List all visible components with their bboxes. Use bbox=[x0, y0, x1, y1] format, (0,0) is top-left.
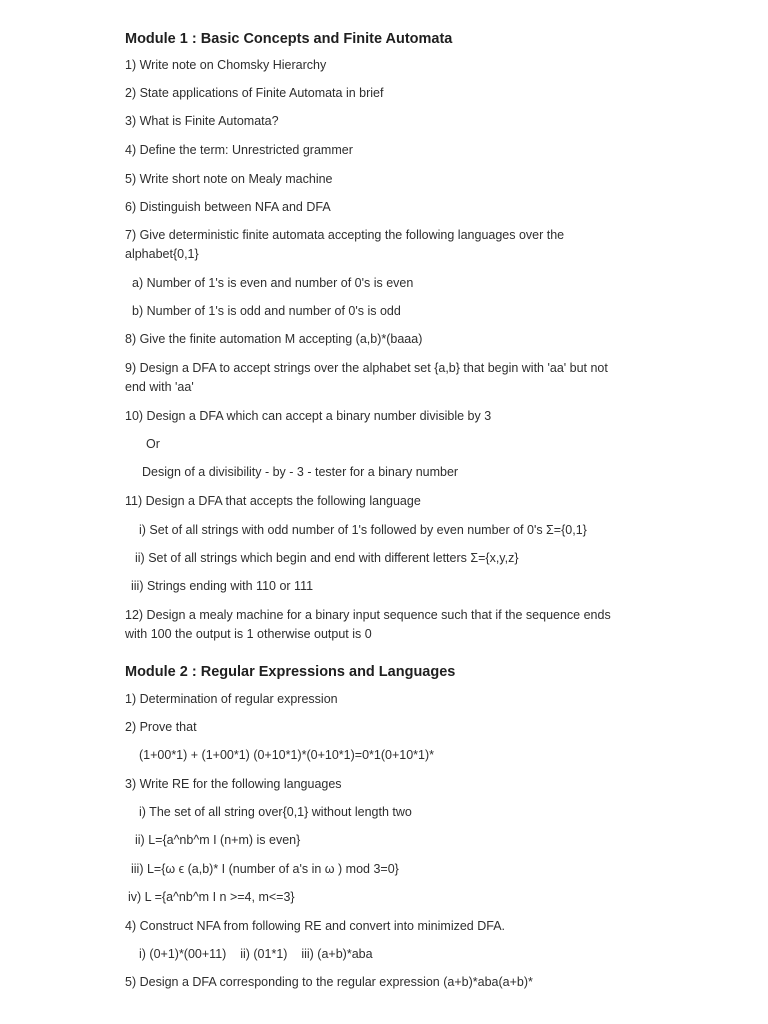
question-1-8: 8) Give the finite automation M accepting (a,b)*(baaa) bbox=[125, 332, 423, 346]
question-1-11: 11) Design a DFA that accepts the following language bbox=[125, 494, 421, 508]
question-1-7b: b) Number of 1's is odd and number of 0's is odd bbox=[132, 304, 401, 318]
question-1-6: 6) Distinguish between NFA and DFA bbox=[125, 200, 331, 214]
question-2-1: 1) Determination of regular expression bbox=[125, 692, 338, 706]
question-1-3: 3) What is Finite Automata? bbox=[125, 114, 279, 128]
question-1-11-iii: iii) Strings ending with 110 or 111 bbox=[131, 579, 314, 593]
question-1-10-alt: Design of a divisibility - by - 3 - tester for a binary number bbox=[142, 465, 459, 479]
question-1-2: 2) State applications of Finite Automata in brief bbox=[125, 86, 384, 100]
question-1-11-i: i) Set of all strings with odd number of 1's followed by even number of 0's Σ={0,1} bbox=[139, 523, 587, 537]
question-1-5: 5) Write short note on Mealy machine bbox=[125, 172, 333, 186]
module1-heading: Module 1 : Basic Concepts and Finite Automata bbox=[125, 31, 453, 47]
question-1-4: 4) Define the term: Unrestricted grammer bbox=[125, 143, 353, 157]
question-2-3: 3) Write RE for the following languages bbox=[125, 777, 342, 791]
question-1-10-or: Or bbox=[146, 437, 160, 451]
question-2-5: 5) Design a DFA corresponding to the regular expression (a+b)*aba(a+b)* bbox=[125, 975, 533, 989]
question-1-10: 10) Design a DFA which can accept a binary number divisible by 3 bbox=[125, 409, 492, 423]
question-1-7: 7) Give deterministic finite automata accepting the following languages over the alphabet{0,1} bbox=[125, 228, 565, 261]
question-2-3-iii: iii) L={ω ϵ (a,b)* I (number of a's in ω ) mod 3=0} bbox=[131, 862, 399, 876]
question-2-3-ii: ii) L={a^nb^m I (n+m) is even} bbox=[135, 833, 301, 847]
question-1-1: 1) Write note on Chomsky Hierarchy bbox=[125, 58, 327, 72]
question-2-2-expression: (1+00*1) + (1+00*1) (0+10*1)*(0+10*1)=0*1(0+10*1)* bbox=[139, 748, 435, 762]
module2-heading: Module 2 : Regular Expressions and Languages bbox=[125, 664, 456, 680]
question-2-4-parts: i) (0+1)*(00+11) ii) (01*1) iii) (a+b)*aba bbox=[139, 947, 373, 961]
question-1-12: 12) Design a mealy machine for a binary input sequence such that if the sequence ends with 100 the output is 1 otherwise output is 0 bbox=[125, 608, 611, 641]
question-1-11-ii: ii) Set of all strings which begin and end with different letters Σ={x,y,z} bbox=[135, 551, 519, 565]
question-2-3-i: i) The set of all string over{0,1} without length two bbox=[139, 805, 412, 819]
question-2-3-iv: iv) L ={a^nb^m I n >=4, m<=3} bbox=[128, 890, 295, 904]
question-2-4: 4) Construct NFA from following RE and convert into minimized DFA. bbox=[125, 919, 506, 933]
question-1-7a: a) Number of 1's is even and number of 0's is even bbox=[132, 276, 414, 290]
question-2-2: 2) Prove that bbox=[125, 720, 197, 734]
question-1-9: 9) Design a DFA to accept strings over the alphabet set {a,b} that begin with 'aa' but not end with 'aa' bbox=[125, 361, 608, 394]
